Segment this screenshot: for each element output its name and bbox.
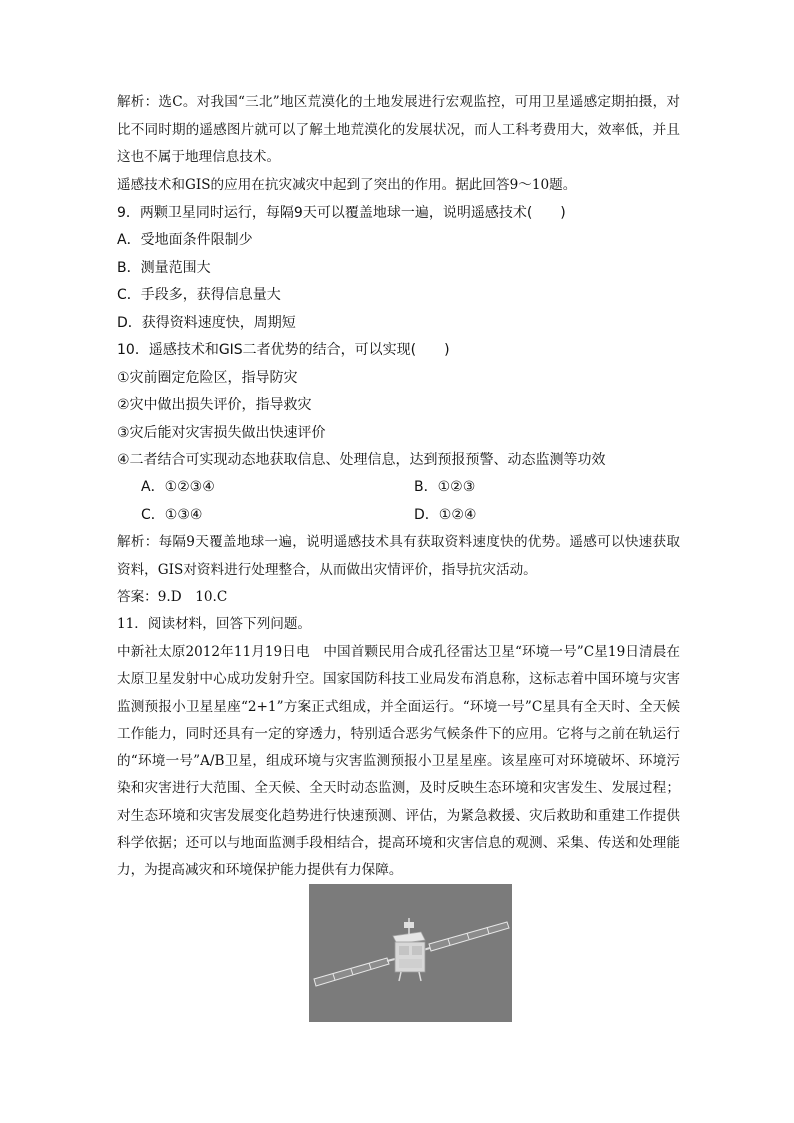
question-10-item-2: ②灾中做出损失评价，指导救灾 [117,397,312,413]
question-9-stem: 9．两颗卫星同时运行，每隔9天可以覆盖地球一遍，说明遥感技术( ) [117,205,566,221]
question-11-material: 中新社太原2012年11月19日电 中国首颗民用合成孔径雷达卫星“环境一号”C星19日清晨在太原卫星发射中心成功发射升空。国家国防科技工业局发布消息称，这标志着中国环境与灾害监测预报小卫星星座“2+1”方案正式组成，并全面运行。“环境一号”C星具有全天时、全天候工作能力，同时还具有一定的穿透力，特别适合恶劣气候条件下的应用。它将与之前在轨运行的“环境一号”A/B卫星，组成环境与灾害监测预报小卫星星座。该星座可对环境破坏、环境污染和灾害进行大范围、全天候、全天时动态监测，及时反映生态环境和灾害发生、发展过程；对生态环境和灾害发展变化趋势进行快速预测、评估，为紧急救援、灾后救助和重建工作提供科学依据；还可以与地面监测手段相结合，提高环境和灾害信息的观测、采集、传送和处理能力，为提高减灾和环境保护能力提供有力保障。 [117,644,680,879]
satellite-icon [309,884,512,1022]
analysis-paragraph-1: 解析：选C。对我国“三北”地区荒漠化的土地发展进行宏观监控，可用卫星遥感定期拍摄，对比不同时期的遥感图片就可以了解土地荒漠化的发展状况，而人工科考费用大，效率低，并且这也不属于地理信息技术。 [117,94,680,165]
question-9-option-d: D．获得资料速度快，周期短 [117,315,296,331]
question-group-intro: 遥感技术和GIS的应用在抗灾减灾中起到了突出的作用。据此回答9～10题。 [117,177,577,193]
question-9-option-c: C．手段多，获得信息量大 [117,287,281,303]
question-10-item-3: ③灾后能对灾害损失做出快速评价 [117,425,326,441]
question-10-option-c: C．①③④ [141,507,203,523]
question-9-option-b: B．测量范围大 [117,260,211,276]
satellite-figure [309,884,512,1022]
question-10-option-b: B．①②③ [414,479,476,495]
question-10-item-4: ④二者结合可实现动态地获取信息、处理信息，达到预报预警、动态监测等功效 [117,452,606,468]
question-9-option-a: A．受地面条件限制少 [117,232,253,248]
answer-line: 答案：9.D 10.C [117,589,228,605]
question-10-option-a: A．①②③④ [141,479,215,495]
question-10-item-1: ①灾前圈定危险区，指导防灾 [117,370,298,386]
question-10-stem: 10．遥感技术和GIS二者优势的结合，可以实现( ) [117,342,450,358]
question-11-stem: 11．阅读材料，回答下列问题。 [117,616,312,632]
analysis-paragraph-2: 解析：每隔9天覆盖地球一遍，说明遥感技术具有获取资料速度快的优势。遥感可以快速获取资料，GIS对资料进行处理整合，从而做出灾情评价，指导抗灾活动。 [117,534,680,578]
question-10-option-d: D．①②④ [414,507,477,523]
